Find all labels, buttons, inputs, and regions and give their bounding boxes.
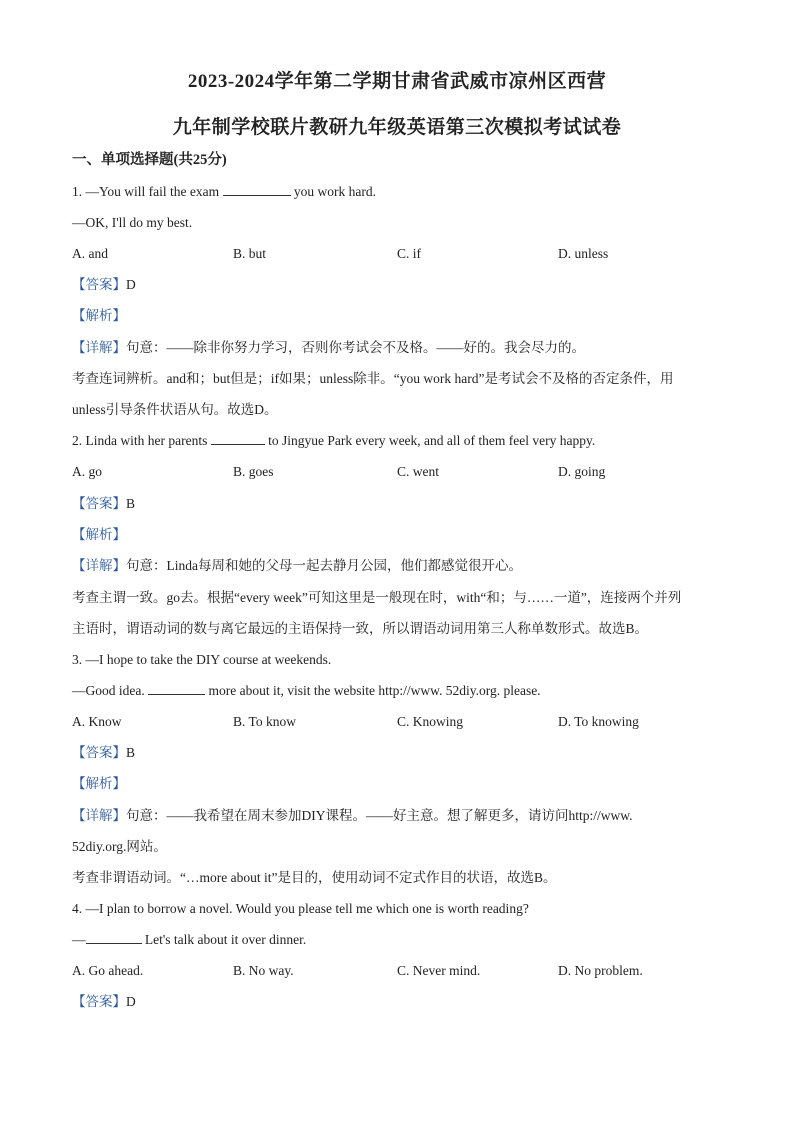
question-4-reply-start: — (72, 932, 86, 947)
question-2-option-b: B. goes (233, 464, 274, 479)
question-2-option-d: D. going (558, 464, 606, 479)
question-3-answer (72, 744, 135, 762)
answer-blank (86, 931, 142, 944)
question-3-analysis-label: 【解析】 (72, 776, 126, 791)
question-4-stem: 4. —I plan to borrow a novel. Would you please tell me which one is worth reading? (72, 901, 529, 916)
question-3-reply-start: —Good idea. (72, 683, 149, 698)
answer-label: 【答案】 (72, 994, 126, 1009)
question-3-option-a: A. Know (72, 714, 122, 729)
question-2-detail (72, 557, 522, 575)
question-1-option-b: B. but (233, 246, 267, 261)
question-2-explain-line-2: 主语时，谓语动词的数与离它最远的主语保持一致，所以谓语动词用第三人称单数形式。故选B。 (72, 621, 649, 636)
question-2-option-c: C. went (397, 464, 439, 479)
question-4-option-b: B. No way. (233, 963, 294, 978)
question-2-option-a: A. go (72, 464, 102, 479)
question-4-reply-end: Let's talk about it over dinner. (141, 932, 307, 947)
title-line-2: 九年制学校联片教研九年级英语第三次模拟考试试卷 (172, 117, 622, 138)
answer-blank (148, 682, 205, 695)
question-1-stem-start: 1. —You will fail the exam (72, 184, 223, 199)
question-1-stem-end: you work hard. (290, 184, 376, 199)
answer-label: 【答案】 (72, 277, 126, 292)
question-1-answer (72, 276, 136, 294)
question-2-stem-end: to Jingyue Park every week, and all of them feel very happy. (264, 433, 596, 448)
answer-blank (211, 432, 265, 445)
question-2-stem-start: 2. Linda with her parents (72, 433, 211, 448)
question-1-option-c: C. if (397, 246, 422, 261)
answer-label: 【答案】 (72, 496, 126, 511)
question-3-option-b: B. To know (233, 714, 296, 729)
question-3-explain-line-1: 考查非谓语动词。“…more about it”是目的，使用动词不定式作目的状语，故选B。 (72, 870, 557, 885)
detail-label: 【详解】 (72, 340, 126, 355)
detail-text: 句意：——除非你努力学习，否则你考试会不及格。——好的。我会尽力的。 (126, 340, 585, 355)
question-4-option-c: C. Never mind. (397, 963, 481, 978)
question-4-option-a: A. Go ahead. (72, 963, 144, 978)
question-1-option-d: D. unless (558, 246, 609, 261)
question-4-option-d: D. No problem. (558, 963, 643, 978)
question-1-option-a: A. and (72, 246, 108, 261)
question-3-reply-end: more about it, visit the website http://www. 52diy.org. please. (205, 683, 541, 698)
question-2-analysis-label: 【解析】 (72, 527, 126, 542)
question-3-reply (72, 682, 541, 700)
section-heading: 一、单项选择题(共25分) (72, 152, 227, 168)
answer-blank (223, 183, 291, 196)
answer-value: D (126, 994, 136, 1009)
detail-text: 句意：——我希望在周末参加DIY课程。——好主意。想了解更多，请访问http://www. (126, 808, 633, 823)
answer-value: B (126, 745, 136, 760)
detail-text: 句意：Linda每周和她的父母一起去静月公园，他们都感觉很开心。 (126, 558, 522, 573)
answer-value: D (126, 277, 136, 292)
question-4-reply (72, 931, 306, 949)
question-1-stem (72, 183, 376, 201)
question-3-stem: 3. —I hope to take the DIY course at weekends. (72, 652, 332, 667)
question-2-explain-line-1: 考查主谓一致。go去。根据“every week”可知这里是一般现在时，with“和；与……一道”，连接两个并列 (72, 590, 682, 605)
question-3-option-c: C. Knowing (397, 714, 464, 729)
question-2-stem (72, 432, 595, 450)
question-4-answer (72, 993, 136, 1011)
detail-label: 【详解】 (72, 558, 126, 573)
answer-value: B (126, 496, 136, 511)
title-line-1: 2023-2024学年第二学期甘肃省武威市凉州区西营 (187, 71, 607, 92)
question-3-option-d: D. To knowing (558, 714, 639, 729)
question-1-analysis-label: 【解析】 (72, 308, 126, 323)
question-3-detail-continued: 52diy.org.网站。 (72, 839, 167, 854)
question-1-reply: —OK, I'll do my best. (72, 215, 193, 230)
answer-label: 【答案】 (72, 745, 126, 760)
question-1-explain-line-1: 考查连词辨析。and和；but但是；if如果；unless除非。“you work hard”是考试会不及格的否定条件，用 (72, 371, 674, 386)
question-3-detail (72, 807, 633, 825)
detail-label: 【详解】 (72, 808, 126, 823)
question-1-detail (72, 339, 585, 357)
question-2-answer (72, 495, 135, 513)
question-1-explain-line-2: unless引导条件状语从句。故选D。 (72, 402, 278, 417)
